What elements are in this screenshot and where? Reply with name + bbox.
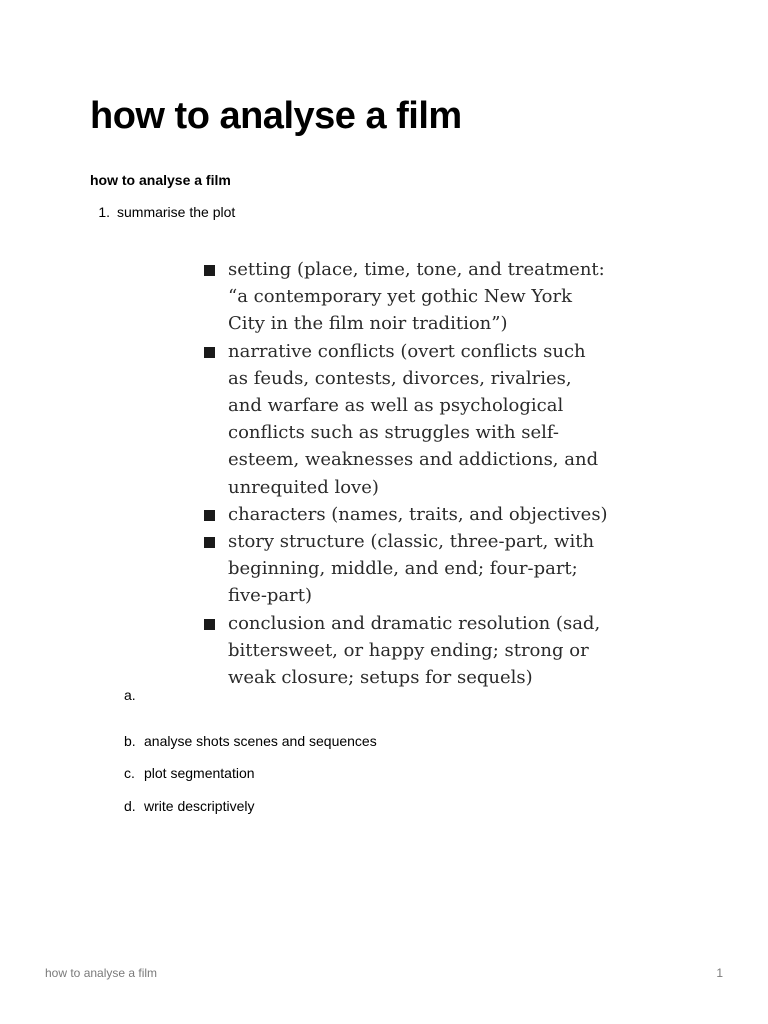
square-bullet-icon [204, 347, 215, 358]
sub-list-item-b [124, 732, 377, 750]
sub-list-item-d [124, 797, 254, 815]
image-bullet-text: conclusion and dramatic resolution (sad, bittersweet, or happy ending; strong or weak closure; setups for sequels) [228, 612, 601, 689]
image-bullet-text: story structure (classic, three-part, with beginning, middle, and end; four-part; five-part) [228, 531, 595, 607]
image-bullet-text: narrative conflicts (overt conflicts such as feuds, contests, divorces, rivalries, and warfare as well as psychological conflicts such as struggles with self-esteem, weaknesses and addictions, and unrequited love) [228, 340, 599, 498]
square-bullet-icon [204, 619, 215, 630]
list-item-text: summarise the plot [117, 204, 236, 220]
image-bullet-narrative-conflicts [198, 338, 608, 501]
footer-page-number: 1 [716, 966, 723, 980]
list-marker: 1. [98, 204, 110, 220]
list-item-summarise-plot [96, 203, 235, 221]
sub-list-item-a [124, 686, 144, 704]
sub-list-item-c [124, 764, 255, 782]
image-bullet-text: characters (names, traits, and objectives) [228, 503, 608, 525]
footer-document-title: how to analyse a film [45, 966, 158, 980]
square-bullet-icon [204, 265, 215, 276]
list-item-text: analyse shots scenes and sequences [144, 733, 377, 749]
list-marker: b. [124, 733, 136, 749]
square-bullet-icon [204, 510, 215, 521]
image-bullet-list [198, 256, 608, 691]
list-marker: c. [124, 765, 135, 781]
list-marker: a. [124, 687, 136, 703]
list-item-text: write descriptively [144, 798, 255, 814]
embedded-text-image [198, 256, 608, 696]
list-item-text: plot segmentation [144, 765, 255, 781]
image-bullet-conclusion [198, 610, 608, 692]
image-bullet-story-structure [198, 528, 608, 610]
list-marker: d. [124, 798, 136, 814]
section-heading: how to analyse a film [90, 172, 231, 188]
square-bullet-icon [204, 537, 215, 548]
image-bullet-characters [198, 501, 608, 528]
image-bullet-text: setting (place, time, tone, and treatment: “a contemporary yet gothic New York City in the film noir tradition”) [228, 259, 605, 335]
image-bullet-setting [198, 256, 608, 338]
page-title: how to analyse a film [90, 95, 462, 137]
